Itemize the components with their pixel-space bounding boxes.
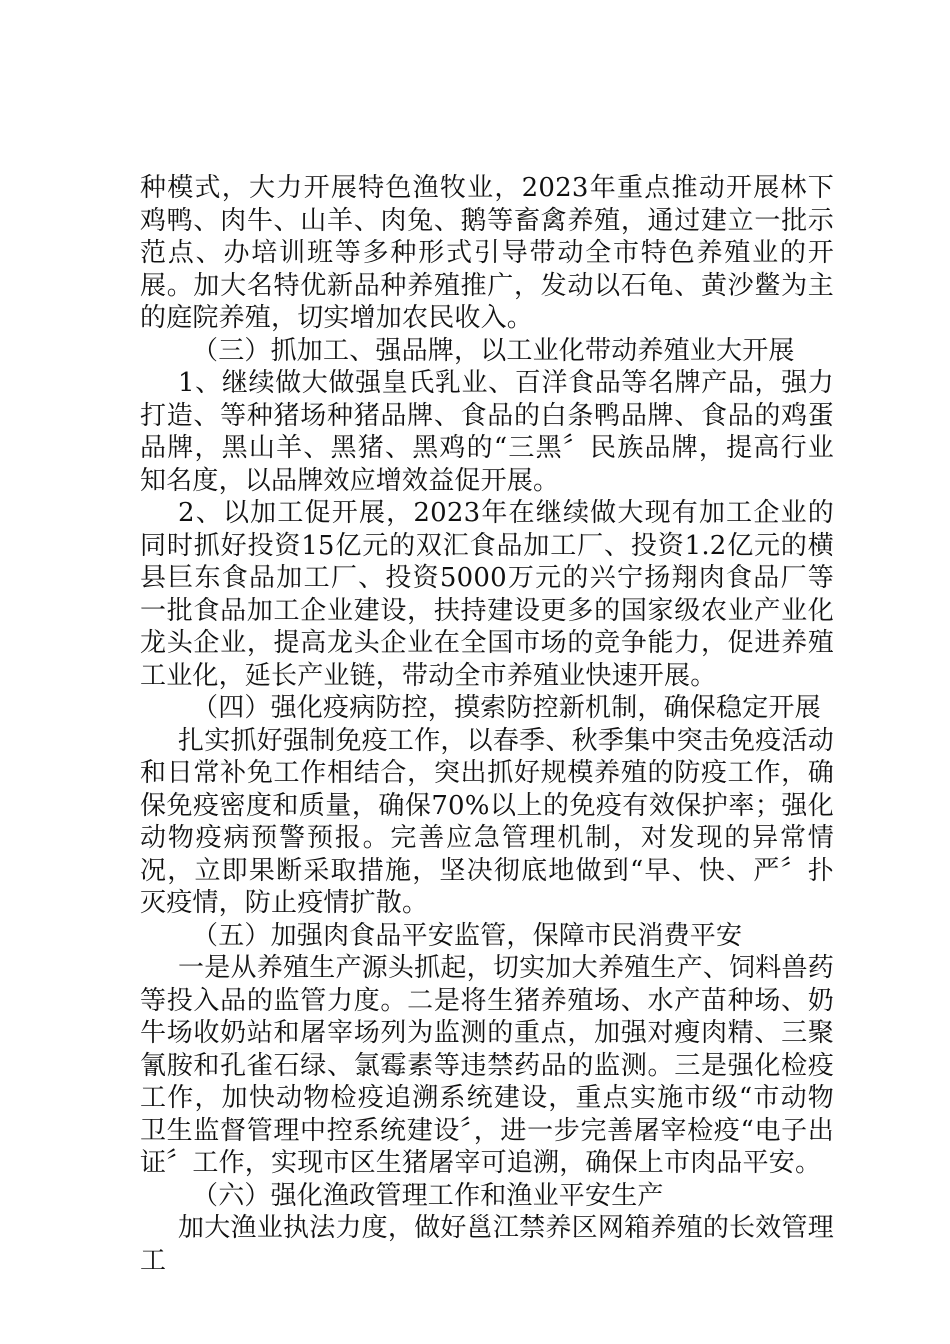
paragraph-continued: 种模式，大力开展特色渔牧业，2023年重点推动开展林下鸡鸭、肉牛、山羊、肉兔、鹅等畜禽养殖，通过建立一批示范点、办培训班等多种形式引导带动全市特色养殖业的开展。加大名特优新品种养殖推广，发动以石龟、黄沙鳖为主的庭院养殖，切实增加农民收入。: [140, 173, 834, 333]
section-heading-4: （四）强化疫病防控，摸索防控新机制，确保稳定开展: [192, 693, 821, 723]
section-heading-3: （三）抓加工、强品牌，以工业化带动养殖业大开展: [192, 335, 795, 366]
section-heading-6: （六）强化渔政管理工作和渔业平安生产: [192, 1180, 664, 1211]
paragraph-processing: 2、以加工促开展，2023年在继续做大现有加工企业的同时抓好投资15亿元的双汇食品加工厂、投资1.2亿元的横县巨东食品加工厂、投资5000万元的兴宁扬翔肉食品厂等一批食品加工企业建设，扶持建设更多的国家级农业产业化龙头企业，提高龙头企业在全国市场的竞争能力，促进养殖工业化，延长产业链，带动全市养殖业快速开展。: [140, 498, 834, 691]
paragraph-food-safety: 一是从养殖生产源头抓起，切实加大养殖生产、饲料兽药等投入品的监管力度。二是将生猪养殖场、水产苗种场、奶牛场收奶站和屠宰场列为监测的重点，加强对瘦肉精、三聚氰胺和孔雀石绿、氯霉素等违禁药品的监测。三是强化检疫工作，加快动物检疫追溯系统建设，重点实施市级“市动物卫生监督管理中控系统建设〞，进一步完善屠宰检疫“电子出证〞工作，实现市区生猪屠宰可追溯，确保上市肉品平安。: [140, 953, 834, 1178]
document-body: [140, 172, 834, 1277]
paragraph-immunization: 扎实抓好强制免疫工作，以春季、秋季集中突击免疫活动和日常补免工作相结合，突出抓好规模养殖的防疫工作，确保免疫密度和质量，确保70%以上的免疫有效保护率；强化动物疫病预警预报。完善应急管理机制，对发现的异常情况，立即果断采取措施，坚决彻底地做到“早、快、严〞扑灭疫情，防止疫情扩散。: [140, 725, 834, 918]
paragraph-brand-building: 1、继续做大做强皇氏乳业、百洋食品等名牌产品，强力打造、等种猪场种猪品牌、食品的白条鸭品牌、食品的鸡蛋品牌，黑山羊、黑猪、黑鸡的“三黑〞民族品牌，提高行业知名度，以品牌效应增效益促开展。: [140, 368, 834, 496]
paragraph-fishery-enforcement: 加大渔业执法力度，做好邕江禁养区网箱养殖的长效管理工: [140, 1213, 834, 1276]
section-heading-5: （五）加强肉食品平安监管，保障市民消费平安: [192, 920, 743, 951]
